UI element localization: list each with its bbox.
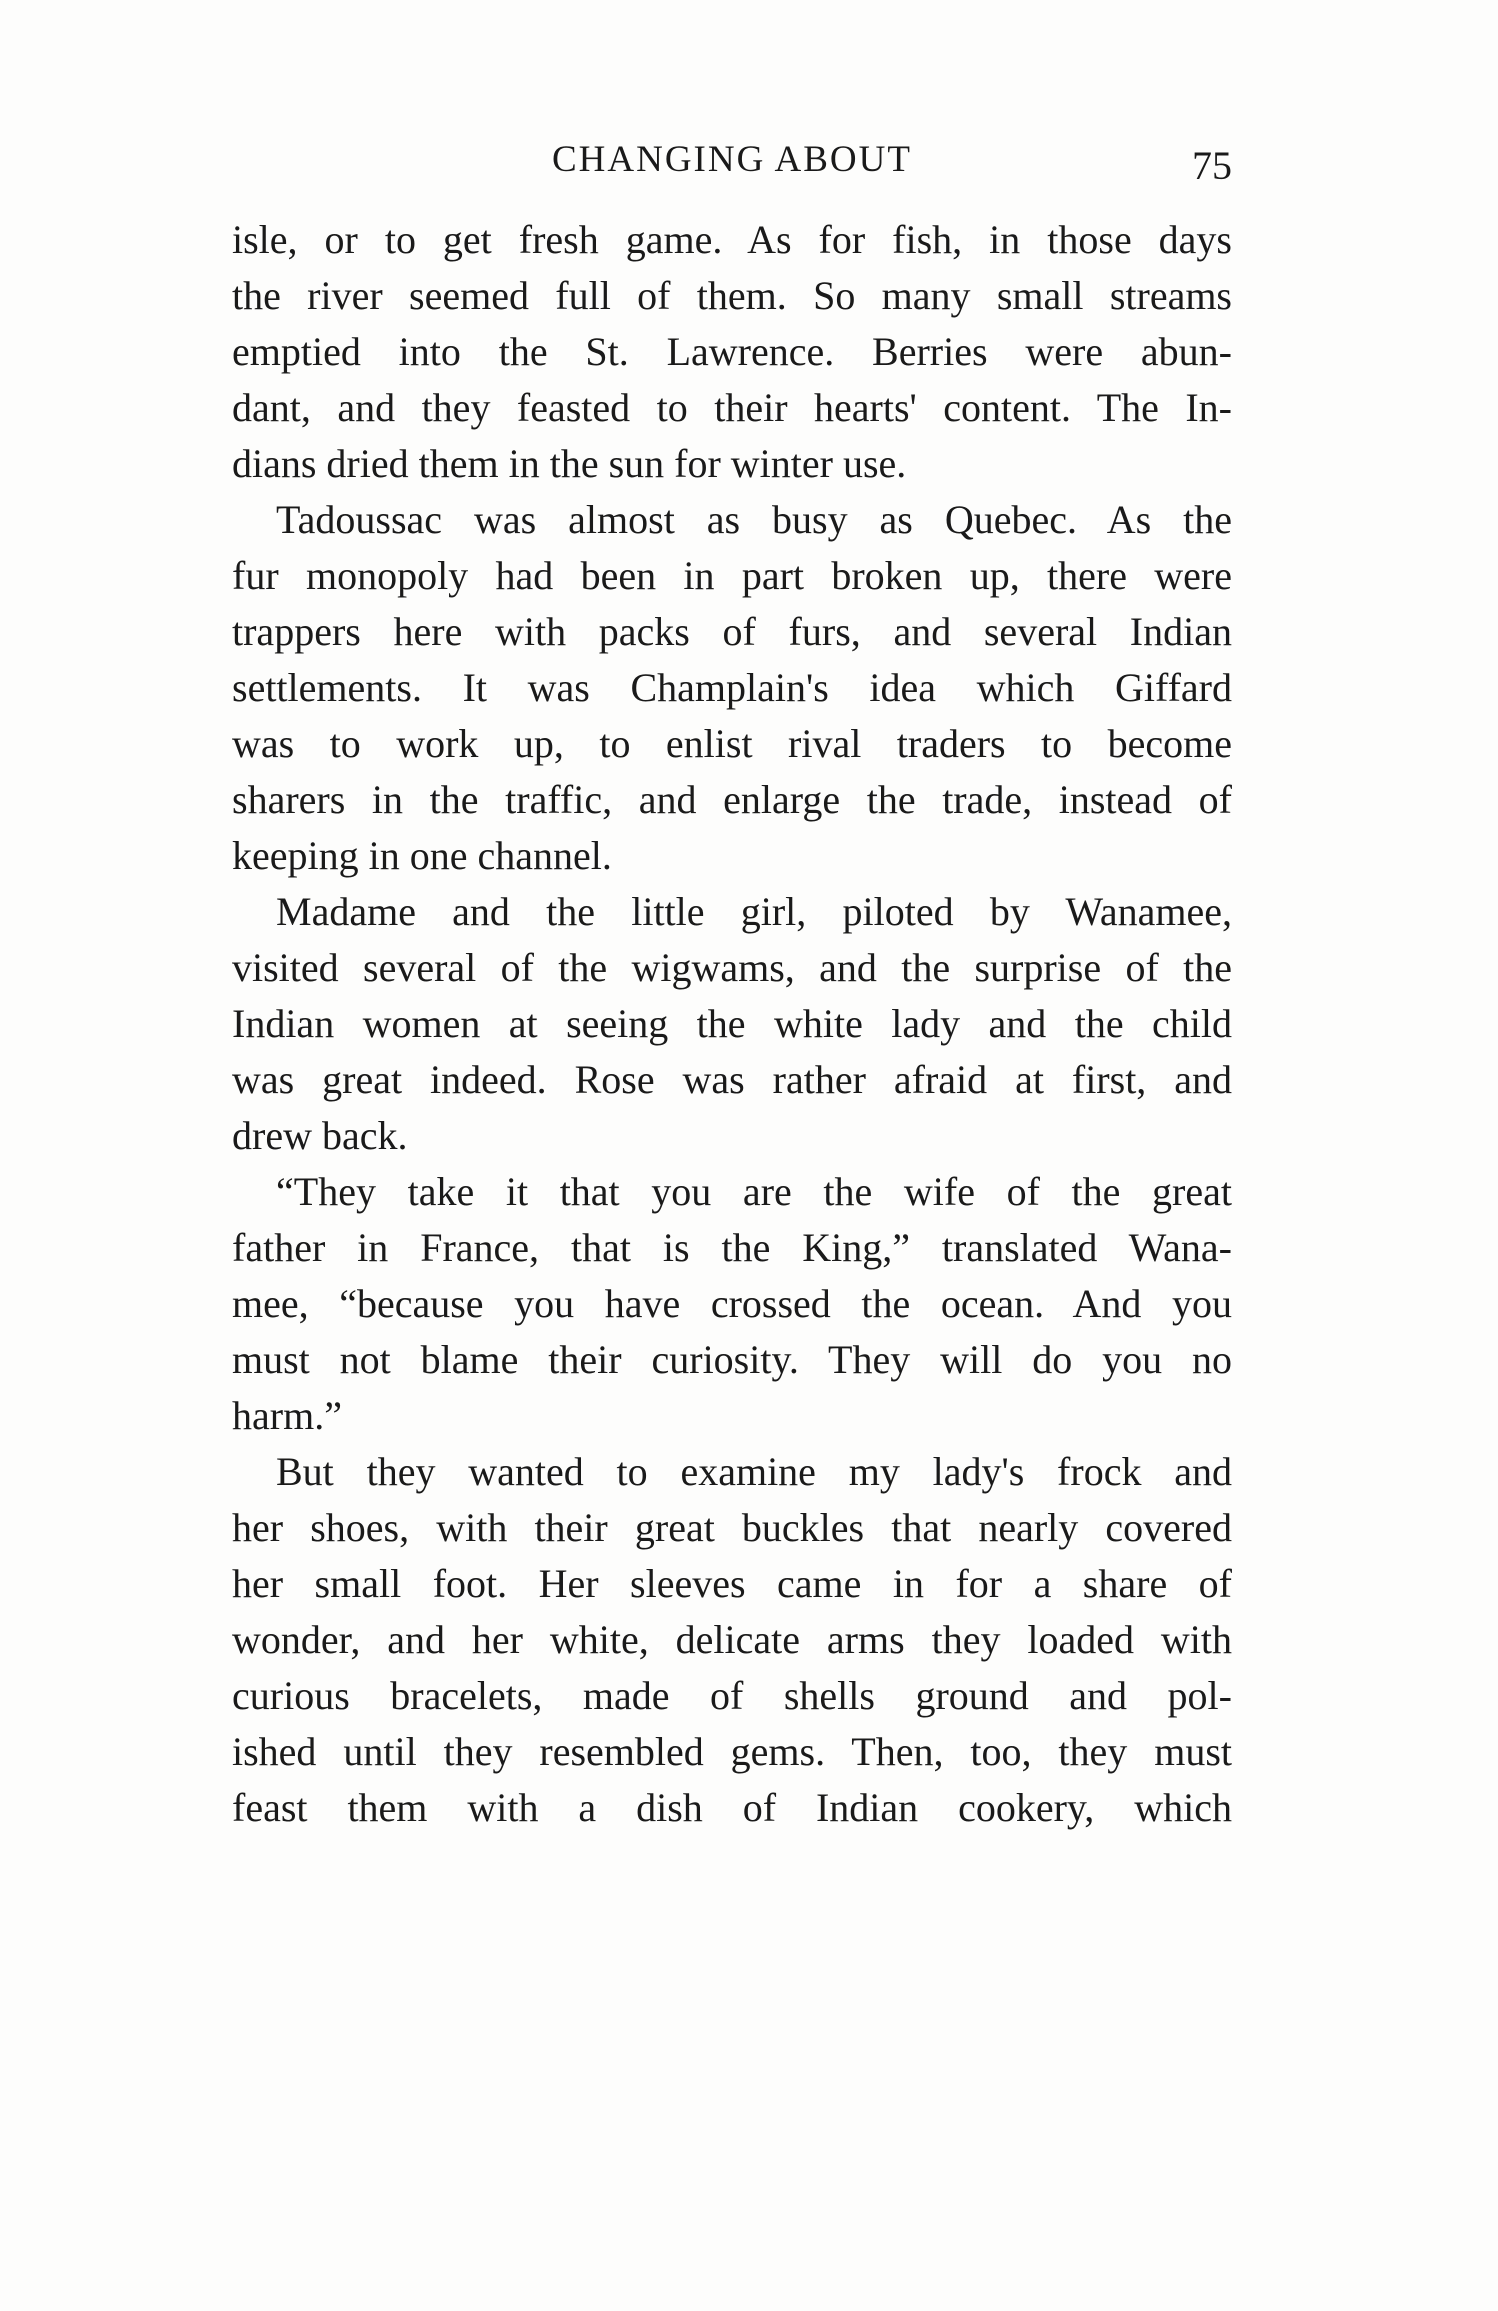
running-title: CHANGING ABOUT [552, 139, 912, 180]
page-number: 75 [1192, 143, 1232, 188]
text-line: feast them with a dish of Indian cookery, which [232, 1785, 1232, 1830]
text-line: was great indeed. Rose was rather afraid at first, and [232, 1057, 1232, 1102]
text-line: her shoes, with their great buckles that nearly covered [232, 1505, 1232, 1550]
text-line: keeping in one channel. [232, 833, 612, 878]
paragraph-start-line: Madame and the little girl, piloted by Wanamee, [276, 889, 1232, 934]
text-line: isle, or to get fresh game. As for fish, in those days [232, 217, 1232, 262]
paragraph-start-line: Tadoussac was almost as busy as Quebec. As the [276, 497, 1232, 542]
text-line: dians dried them in the sun for winter use. [232, 441, 907, 486]
text-line: curious bracelets, made of shells ground and pol- [232, 1673, 1232, 1718]
text-line: mee, “because you have crossed the ocean. And you [232, 1281, 1232, 1326]
body-text [232, 212, 1232, 1836]
text-line: drew back. [232, 1113, 408, 1158]
text-line: sharers in the traffic, and enlarge the trade, instead of [232, 777, 1232, 822]
text-line: the river seemed full of them. So many small streams [232, 273, 1232, 318]
text-line: must not blame their curiosity. They will do you no [232, 1337, 1232, 1382]
running-head [232, 138, 1232, 188]
text-line: visited several of the wigwams, and the surprise of the [232, 945, 1232, 990]
text-line: trappers here with packs of furs, and several Indian [232, 609, 1232, 654]
text-line: emptied into the St. Lawrence. Berries were abun- [232, 329, 1232, 374]
text-line: her small foot. Her sleeves came in for a share of [232, 1561, 1232, 1606]
text-line: dant, and they feasted to their hearts' content. The In- [232, 385, 1232, 430]
paragraph-start-line: “They take it that you are the wife of the great [276, 1169, 1232, 1214]
text-line: settlements. It was Champlain's idea which Giffard [232, 665, 1232, 710]
text-line: was to work up, to enlist rival traders to become [232, 721, 1232, 766]
text-line: wonder, and her white, delicate arms they loaded with [232, 1617, 1232, 1662]
text-line: Indian women at seeing the white lady and the child [232, 1001, 1232, 1046]
text-line: father in France, that is the King,” translated Wana- [232, 1225, 1232, 1270]
text-line: harm.” [232, 1393, 342, 1438]
text-line: ished until they resembled gems. Then, too, they must [232, 1729, 1232, 1774]
text-line: fur monopoly had been in part broken up, there were [232, 553, 1232, 598]
paragraph-start-line: But they wanted to examine my lady's frock and [276, 1449, 1232, 1494]
